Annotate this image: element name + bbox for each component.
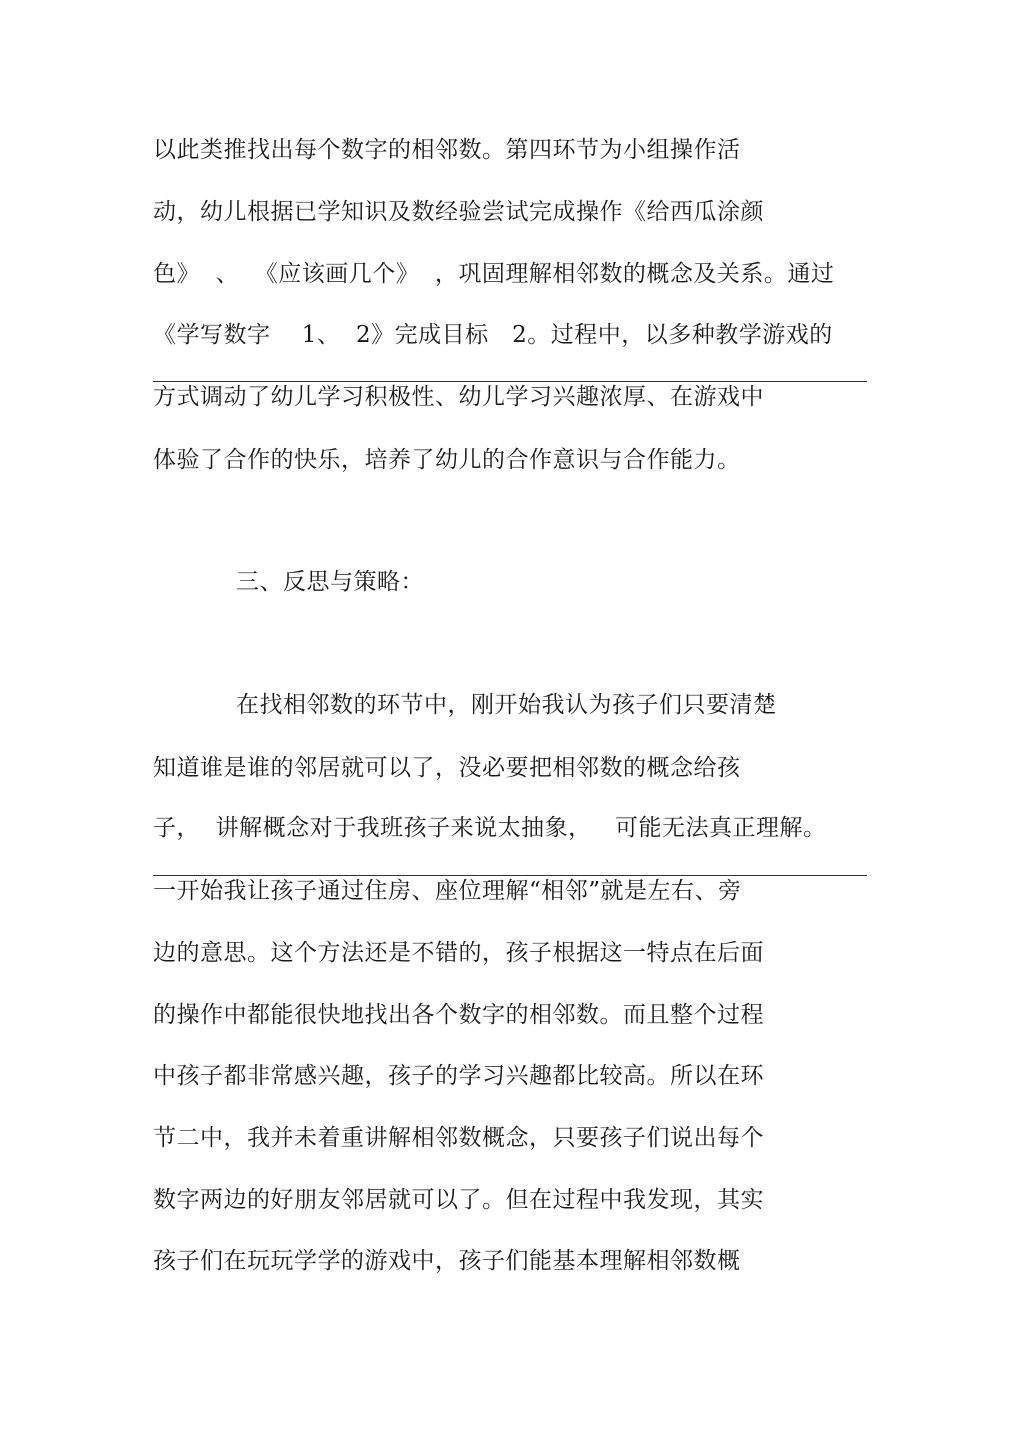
paragraph-2-line-2: 知道谁是谁的邻居就可以了，没必要把相邻数的概念给孩	[153, 755, 741, 781]
paragraph-2-line-10: 孩子们在玩玩学学的游戏中，孩子们能基本理解相邻数概	[153, 1248, 741, 1274]
paragraph-1-line-1: 以此类推找出每个数字的相邻数。第四环节为小组操作活	[153, 137, 741, 163]
paragraph-2-line-3: 子， 讲解概念对于我班孩子来说太抽象， 可能无法真正理解。	[153, 815, 827, 841]
section-heading: 三、反思与策略：	[236, 569, 424, 595]
paragraph-1-line-2: 动，幼儿根据已学知识及数经验尝试完成操作《给西瓜涂颜	[153, 199, 764, 225]
paragraph-2-line-5: 边的意思。这个方法还是不错的，孩子根据这一特点在后面	[153, 940, 764, 966]
paragraph-2-line-1: 在找相邻数的环节中，刚开始我认为孩子们只要清楚	[236, 692, 777, 718]
paragraph-2-line-4: 一开始我让孩子通过住房、座位理解“相邻”就是左右、旁	[153, 878, 742, 904]
paragraph-2-line-8: 节二中，我并未着重讲解相邻数概念，只要孩子们说出每个	[153, 1125, 764, 1151]
paragraph-1-line-4: 《学写数字 1、 2》完成目标 2。过程中，以多种教学游戏的	[153, 322, 833, 348]
paragraph-2-line-9: 数字两边的好朋友邻居就可以了。但在过程中我发现，其实	[153, 1187, 764, 1213]
paragraph-2-line-6: 的操作中都能很快地找出各个数字的相邻数。而且整个过程	[153, 1002, 764, 1028]
paragraph-1-line-6: 体验了合作的快乐，培养了幼儿的合作意识与合作能力。	[153, 447, 741, 473]
paragraph-2-line-7: 中孩子都非常感兴趣，孩子的学习兴趣都比较高。所以在环	[153, 1063, 764, 1089]
paragraph-1-line-3: 色》 、 《应该画几个》 ，巩固理解相邻数的概念及关系。通过	[153, 261, 835, 287]
paragraph-1-line-5: 方式调动了幼儿学习积极性、幼儿学习兴趣浓厚、在游戏中	[153, 384, 764, 410]
